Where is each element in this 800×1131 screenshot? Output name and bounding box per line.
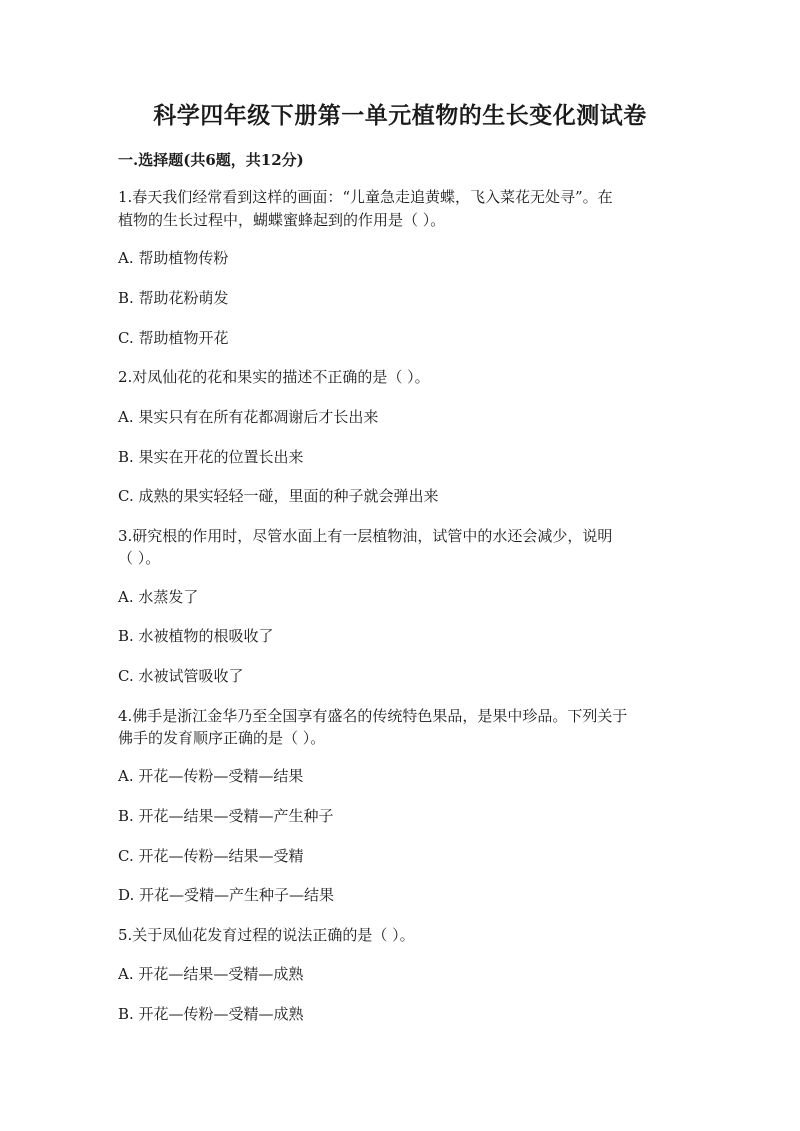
question-1-option-b[interactable]: B. 帮助花粉萌发	[118, 289, 229, 307]
question-4-option-a[interactable]: A. 开花—传粉—受精—结果	[118, 767, 304, 785]
question-3-option-b[interactable]: B. 水被植物的根吸收了	[118, 627, 274, 645]
question-3-option-c[interactable]: C. 水被试管吸收了	[118, 667, 244, 685]
question-1-stem-line-1: 1.春天我们经常看到这样的画面：“儿童急走追黄蝶，飞入菜花无处寻”。在	[118, 188, 613, 206]
question-4-option-c[interactable]: C. 开花—传粉—结果—受精	[118, 847, 304, 865]
question-4-option-b[interactable]: B. 开花—结果—受精—产生种子	[118, 807, 334, 825]
question-4-option-d[interactable]: D. 开花—受精—产生种子—结果	[118, 886, 335, 904]
question-5-option-b[interactable]: B. 开花—传粉—受精—成熟	[118, 1005, 304, 1023]
question-1-option-c[interactable]: C. 帮助植物开花	[118, 329, 229, 347]
question-4-stem-line-1: 4.佛手是浙江金华乃至全国享有盛名的传统特色果品，是果中珍品。下列关于	[118, 707, 628, 725]
question-3-stem-line-1: 3.研究根的作用时，尽管水面上有一层植物油，试管中的水还会减少，说明	[118, 527, 613, 545]
question-2-stem-line-1: 2.对凤仙花的花和果实的描述不正确的是（ ）。	[118, 368, 430, 386]
question-2-option-b[interactable]: B. 果实在开花的位置长出来	[118, 448, 304, 466]
question-3-stem-line-2: （ ）。	[118, 549, 161, 567]
question-4-stem-line-2: 佛手的发育顺序正确的是（ ）。	[118, 729, 326, 747]
question-1-stem-line-2: 植物的生长过程中，蝴蝶蜜蜂起到的作用是（ ）。	[118, 211, 446, 229]
page-title: 科学四年级下册第一单元植物的生长变化测试卷	[153, 102, 647, 129]
question-1-option-a[interactable]: A. 帮助植物传粉	[118, 249, 229, 267]
question-2-option-a[interactable]: A. 果实只有在所有花都凋谢后才长出来	[118, 408, 379, 426]
question-5-option-a[interactable]: A. 开花—结果—受精—成熟	[118, 965, 304, 983]
question-2-option-c[interactable]: C. 成熟的果实轻轻一碰，里面的种子就会弹出来	[118, 487, 439, 505]
section-heading: 一.选择题(共6题，共12分)	[118, 151, 304, 169]
question-5-stem-line-1: 5.关于凤仙花发育过程的说法正确的是（ ）。	[118, 926, 415, 944]
question-3-option-a[interactable]: A. 水蒸发了	[118, 588, 199, 606]
